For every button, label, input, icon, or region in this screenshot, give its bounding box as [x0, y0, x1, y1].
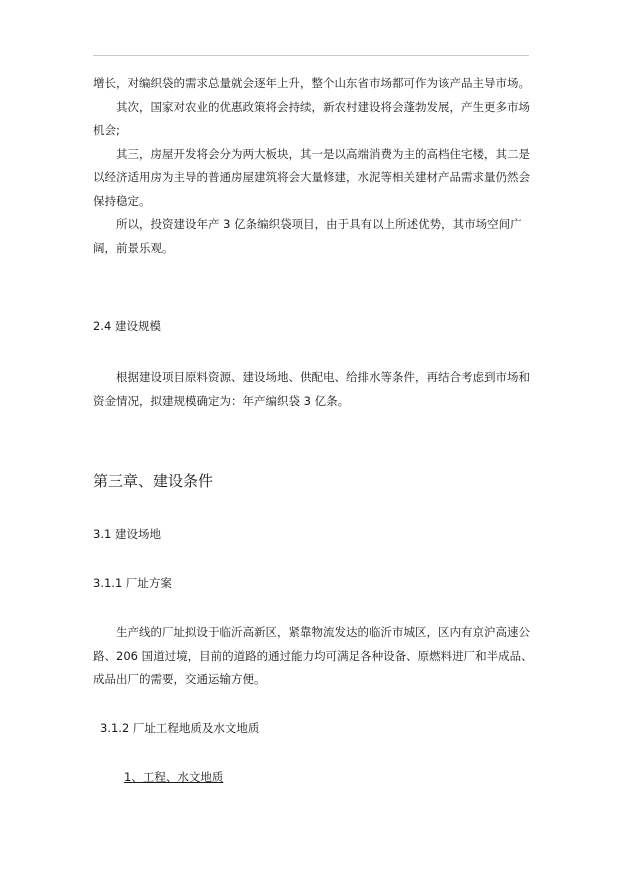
paragraph-site: 生产线的厂址拟设于临沂高新区，紧靠物流发达的临沂市城区，区内有京沪高速公路、206 国道过境，目前的道路的通过能力均可满足各种设备、原燃料进厂和半成品、成品出厂的需要，交通运输方便。 — [93, 625, 533, 686]
section-3-1-1-body — [93, 621, 535, 692]
text-block-market — [93, 72, 535, 260]
paragraph-second: 其次，国家对农业的优惠政策将会持续，新农村建设将会蓬勃发展，产生更多市场机会; — [93, 99, 530, 137]
paragraph-scale: 根据建设项目原料资源、建设场地、供配电、给排水等条件，再结合考虑到市场和资金情况，拟建规模确定为：年产编织袋 3 亿条。 — [93, 370, 530, 408]
paragraph-third: 其三，房屋开发将会分为两大板块，其一是以高端消费为主的高档住宅楼，其二是以经济适用房为主导的普通房屋建筑将会大量修建，水泥等相关建材产品需求量仍然会保持稳定。 — [93, 146, 530, 208]
paragraph-conclusion: 所以，投资建设年产 3 亿条编织袋项目，由于具有以上所述优势，其市场空间广阔，前景乐观。 — [93, 217, 522, 255]
item-heading-geology: 1、工程、水文地质 — [124, 770, 224, 784]
paragraph-continuation: 增长，对编织袋的需求总量就会逐年上升，整个山东省市场都可作为该产品主导市场。 — [93, 76, 530, 90]
chapter-title: 第三章、建设条件 — [93, 472, 214, 490]
section-heading-3-1: 3.1 建设场地 — [93, 527, 161, 541]
header-rule — [93, 55, 529, 56]
section-2-4-body — [93, 366, 535, 413]
section-heading-3-1-2: 3.1.2 厂址工程地质及水文地质 — [100, 721, 260, 735]
section-heading-3-1-1: 3.1.1 厂址方案 — [93, 576, 172, 590]
section-heading-2-4: 2.4 建设规模 — [93, 319, 161, 333]
